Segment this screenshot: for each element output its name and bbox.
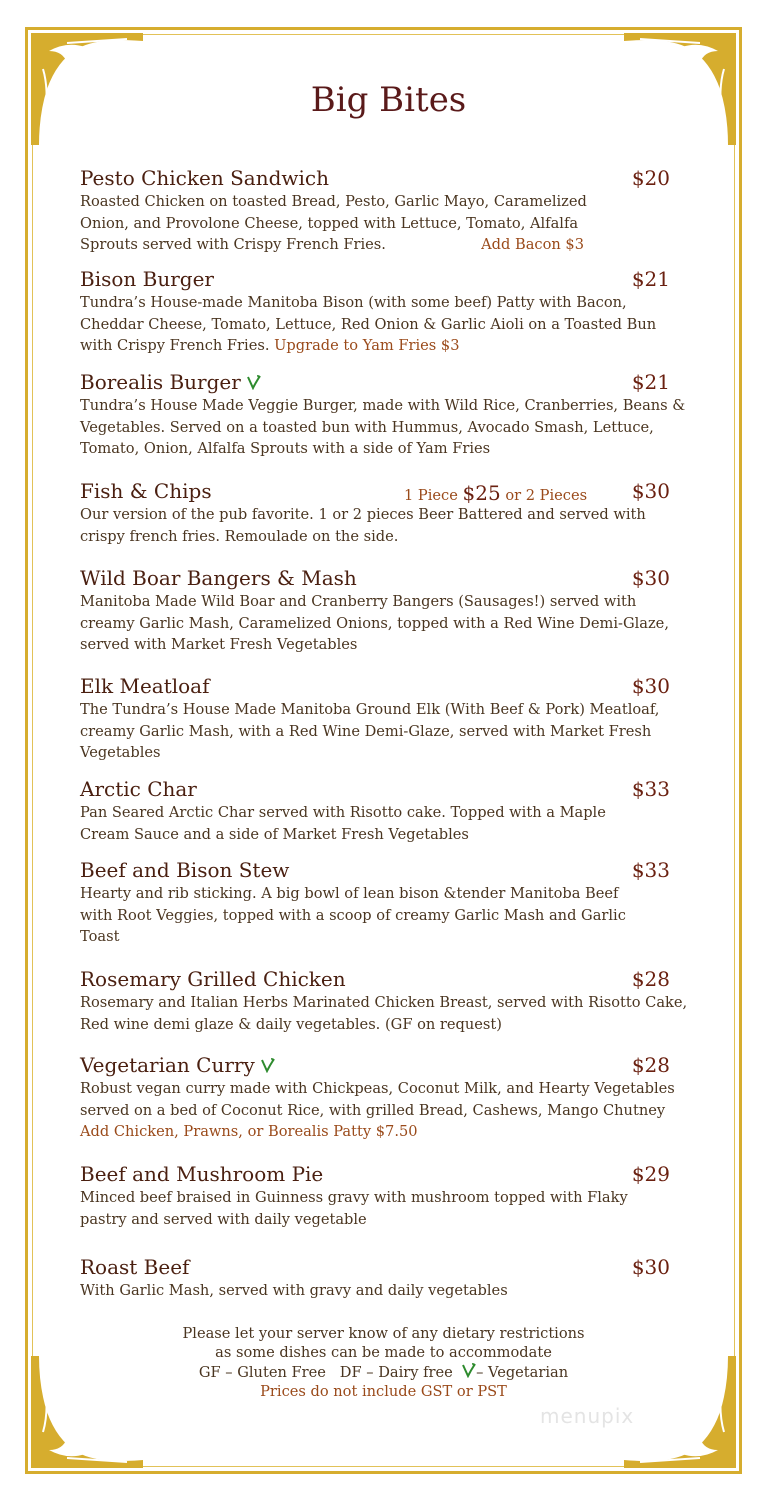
item-addon: Add Bacon $3	[481, 236, 584, 253]
item-price: $21	[631, 370, 670, 394]
menu-item	[80, 858, 692, 948]
item-price: $33	[631, 777, 670, 801]
item-name: Rosemary Grilled Chicken	[80, 967, 346, 991]
item-price: $30	[631, 479, 670, 503]
menu-item	[80, 566, 692, 656]
item-price: $20	[631, 166, 670, 190]
item-name: Fish & Chips	[80, 479, 212, 503]
item-name: Beef and Bison Stew	[80, 858, 290, 882]
item-price: $21	[631, 267, 670, 291]
item-name: Pesto Chicken Sandwich	[80, 166, 329, 190]
dietary-note: Please let your server know of any dietary restrictions as some dishes can be made to accommodate GF – Gluten Free DF – Dairy free – Vegetarian Prices do not include GST or PST	[182, 1325, 585, 1400]
item-name: Bison Burger	[80, 267, 214, 291]
vegetarian-icon	[462, 1362, 476, 1378]
item-name: Roast Beef	[80, 1255, 190, 1279]
item-description: Hearty and rib sticking. A big bowl of lean bison &tender Manitoba Beef with Root Veggies, topped with a scoop of creamy Garlic Mash and Garlic Toast	[80, 885, 626, 945]
menu-item	[80, 166, 692, 256]
watermark: menupix	[540, 1404, 635, 1428]
item-addon: Add Chicken, Prawns, or Borealis Patty $7.50	[80, 1123, 418, 1140]
page-title: Big Bites	[310, 80, 467, 120]
item-description: Pan Seared Arctic Char served with Risotto cake. Topped with a Maple Cream Sauce and a side of Market Fresh Vegetables	[80, 804, 606, 843]
item-price: $30	[631, 674, 670, 698]
item-description: Roasted Chicken on toasted Bread, Pesto, Garlic Mayo, Caramelized Onion, and Provolone Cheese, topped with Lettuce, Tomato, Alfalfa Sprouts served with Crispy French Fries. Add Bacon $3	[80, 191, 640, 256]
item-options: 1 Piece $25 or 2 Pieces	[404, 481, 588, 505]
item-addon: Upgrade to Yam Fries $3	[274, 337, 460, 354]
item-description: Manitoba Made Wild Boar and Cranberry Bangers (Sausages!) served with creamy Garlic Mash, Caramelized Onions, topped with a Red Wine Demi-Glaze, served with Market Fresh Vegetables	[80, 593, 669, 653]
menu-item	[80, 370, 692, 460]
vegetarian-icon	[261, 1057, 275, 1073]
item-name: Elk Meatloaf	[80, 674, 210, 698]
item-price: $29	[631, 1162, 670, 1186]
menu-item	[80, 479, 692, 547]
item-price: $30	[631, 566, 670, 590]
menu-item	[80, 674, 692, 764]
menu-item	[80, 1255, 692, 1302]
item-price: $33	[631, 858, 670, 882]
menu-item	[80, 967, 692, 1035]
item-description: With Garlic Mash, served with gravy and daily vegetables	[80, 1282, 508, 1299]
item-name: Borealis Burger	[80, 370, 692, 394]
item-description: Rosemary and Italian Herbs Marinated Chicken Breast, served with Risotto Cake, Red wine demi glaze & daily vegetables. (GF on request)	[80, 994, 688, 1033]
item-name: Beef and Mushroom Pie	[80, 1162, 324, 1186]
item-name: Arctic Char	[80, 777, 197, 801]
item-description: The Tundra’s House Made Manitoba Ground Elk (With Beef & Pork) Meatloaf, creamy Garlic Mash, with a Red Wine Demi-Glaze, served with Market Fresh Vegetables	[80, 701, 660, 761]
item-name: Vegetarian Curry	[80, 1053, 692, 1077]
item-description: Tundra’s House Made Veggie Burger, made with Wild Rice, Cranberries, Beans & Vegetables. Served on a toasted bun with Hummus, Avocado Smash, Lettuce, Tomato, Onion, Alfalfa Sprouts with a side of Yam Fries	[80, 397, 686, 457]
item-description: Tundra’s House-made Manitoba Bison (with some beef) Patty with Bacon, Cheddar Cheese, Tomato, Lettuce, Red Onion & Garlic Aioli on a Toasted Bun with Crispy French Fries. Upgrade to Yam Fries $3	[80, 294, 657, 354]
item-description: Our version of the pub favorite. 1 or 2 pieces Beer Battered and served with crispy french fries. Remoulade on the side.	[80, 506, 646, 545]
menu-item	[80, 777, 692, 845]
menu-item	[80, 267, 692, 357]
item-description: Minced beef braised in Guinness gravy with mushroom topped with Flaky pastry and served with daily vegetable	[80, 1189, 628, 1228]
vegetarian-icon	[247, 374, 261, 390]
menu-item	[80, 1053, 692, 1143]
menu-item	[80, 1162, 692, 1230]
item-price: $28	[631, 1053, 670, 1077]
item-description: Robust vegan curry made with Chickpeas, Coconut Milk, and Hearty Vegetables served on a bed of Coconut Rice, with grilled Bread, Cashews, Mango Chutney Add Chicken, Prawns, or Borealis Patty $7.50	[80, 1080, 675, 1140]
item-price: $30	[631, 1255, 670, 1279]
item-price: $28	[631, 967, 670, 991]
item-name: Wild Boar Bangers & Mash	[80, 566, 357, 590]
